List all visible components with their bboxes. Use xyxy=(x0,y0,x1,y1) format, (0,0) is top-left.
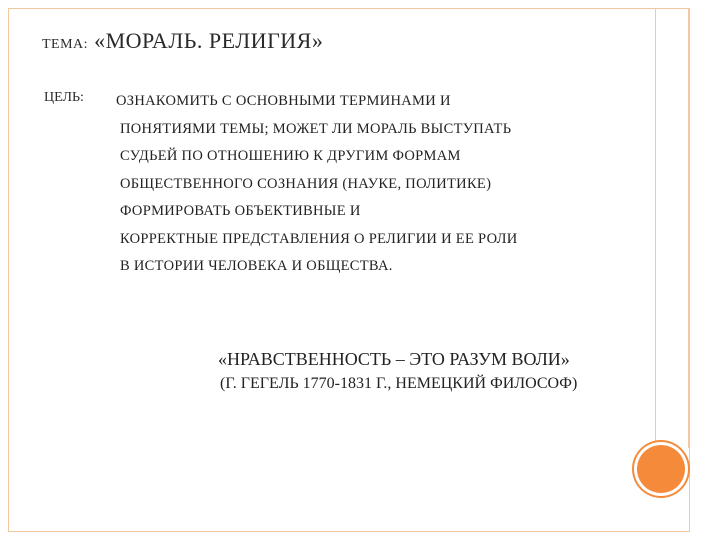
quote: «НРАВСТВЕННОСТЬ – ЭТО РАЗУМ ВОЛИ» xyxy=(218,349,570,369)
goal-text xyxy=(116,88,636,281)
goal-line: В ИСТОРИИ ЧЕЛОВЕКА И ОБЩЕСТВА. xyxy=(120,258,393,274)
goal-line: ФОРМИРОВАТЬ ОБЪЕКТИВНЫЕ И xyxy=(120,203,361,219)
title-prefix: ТЕМА: xyxy=(42,37,89,52)
frame-outer-vertical-line xyxy=(688,8,689,448)
goal-line: СУДЬЕЙ ПО ОТНОШЕНИЮ К ДРУГИМ ФОРМАМ xyxy=(120,148,461,164)
decorative-orange-circle xyxy=(637,445,685,493)
goal-line: ОЗНАКОМИТЬ С ОСНОВНЫМИ ТЕРМИНАМИ И xyxy=(116,93,451,109)
goal-line: ОБЩЕСТВЕННОГО СОЗНАНИЯ (НАУКЕ, ПОЛИТИКЕ) xyxy=(120,175,492,192)
goal-line: ПОНЯТИЯМИ ТЕМЫ; МОЖЕТ ЛИ МОРАЛЬ ВЫСТУПАТЬ xyxy=(120,120,512,137)
quote-source: (Г. ГЕГЕЛЬ 1770-1831 Г., НЕМЕЦКИЙ ФИЛОСОФ) xyxy=(220,375,578,392)
goal-label xyxy=(44,84,84,107)
title-value: «МОРАЛЬ. РЕЛИГИЯ» xyxy=(94,28,324,53)
goal-line: КОРРЕКТНЫЕ ПРЕДСТАВЛЕНИЯ О РЕЛИГИИ И ЕЕ РОЛИ xyxy=(120,230,518,247)
slide-title xyxy=(42,28,323,54)
goal-prefix: ЦЕЛЬ: xyxy=(44,90,84,105)
frame-inner-vertical-line xyxy=(655,8,656,448)
